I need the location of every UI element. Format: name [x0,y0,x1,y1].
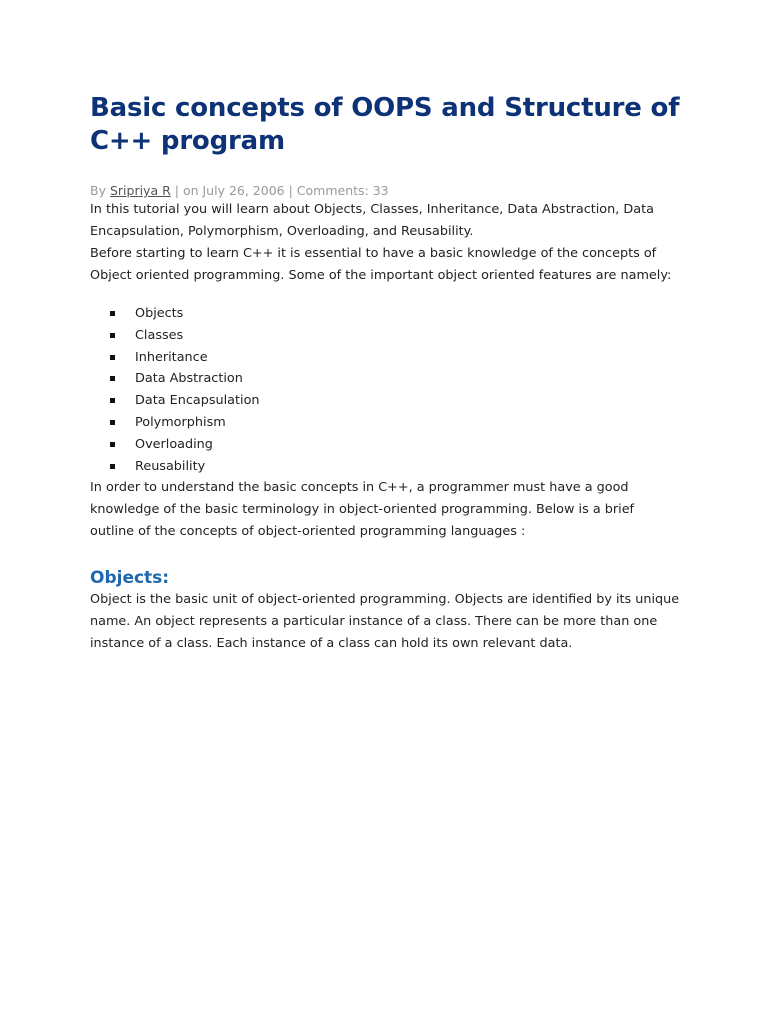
list-item: Polymorphism [90,412,680,434]
list-item: Inheritance [90,347,680,369]
list-item: Classes [90,325,680,347]
features-list [90,303,680,477]
list-item: Data Encapsulation [90,390,680,412]
objects-paragraph: Object is the basic unit of object-oriented programming. Objects are identified by its unique name. An object represents a particular instance of a class. There can be more than one instance of a class. Each instance of a class can hold its own relevant data. [90,592,680,652]
list-item: Data Abstraction [90,368,680,390]
list-item: Overloading [90,434,680,456]
bullet-icon [110,355,115,360]
page-title: Basic concepts of OOPS and Structure of C++ program [90,93,680,156]
list-item: Reusability [90,456,680,478]
list-item: Objects [90,303,680,325]
meta-by: By [90,183,106,198]
bullet-icon [110,398,115,403]
features-intro-paragraph: Before starting to learn C++ it is essential to have a basic knowledge of the concepts of Object oriented programming. Some of the important object oriented features are namely: [90,246,672,283]
author-link[interactable]: Sripriya R [109,183,171,198]
bullet-icon [110,442,115,447]
article-meta [90,183,680,199]
bullet-icon [110,311,115,316]
article [90,92,680,655]
bullet-icon [110,333,115,338]
bullet-icon [110,420,115,425]
intro-paragraph: In this tutorial you will learn about Objects, Classes, Inheritance, Data Abstraction, Data Encapsulation, Polymorphism, Overloading, and Reusability. [90,202,654,239]
bullet-icon [110,464,115,469]
concepts-paragraph: In order to understand the basic concepts in C++, a programmer must have a good knowledge of the basic terminology in object-oriented programming. Below is a brief outline of the concepts of object-oriented programming languages : [90,480,635,540]
bullet-icon [110,376,115,381]
objects-heading: Objects: [90,568,170,589]
meta-comments: | Comments: 33 [288,183,389,198]
meta-date: | on July 26, 2006 [174,183,285,198]
